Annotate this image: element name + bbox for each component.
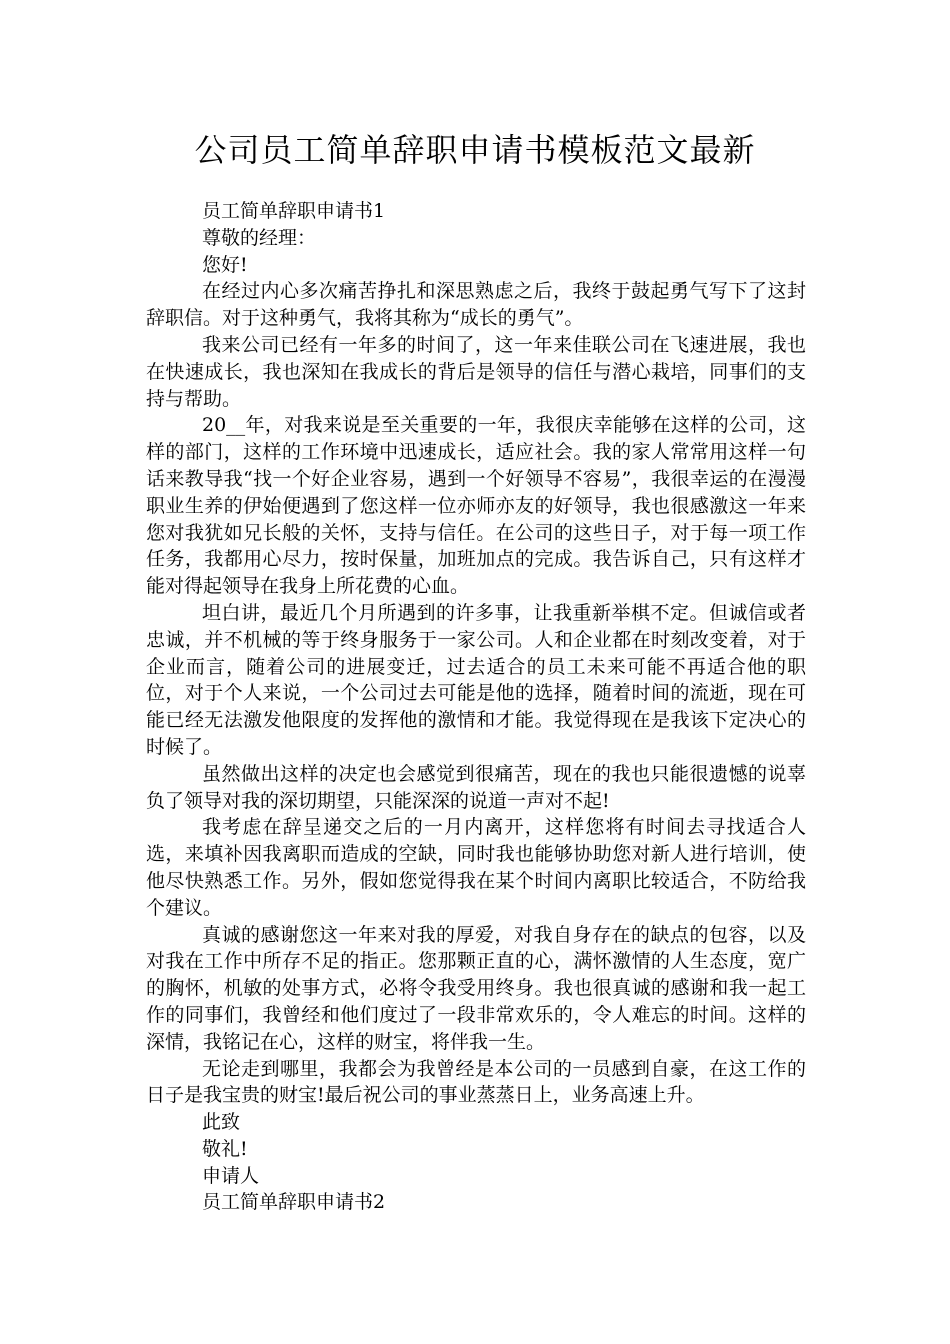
paragraph: 20__年，对我来说是至关重要的一年，我很庆幸能够在这样的公司，这样的部门，这样的工作环境中迅速成长，适应社会。我的家人常常用这样一句话来教导我“找一个好企业容易，遇到一个好领导不容易”，我很幸运的在漫漫职业生养的伊始便遇到了您这样一位亦师亦友的好领导，我也很感激这一年来您对我犹如兄长般的关怀，支持与信任。在公司的这些日子，对于每一项工作任务，我都用心尽力，按时保量，加班加点的完成。我告诉自己，只有这样才能对得起领导在我身上所花费的心血。: [146, 414, 806, 598]
salutation: 尊敬的经理：: [202, 226, 317, 249]
document-title: 公司员工简单辞职申请书模板范文最新: [194, 131, 756, 169]
section-heading-2: 员工简单辞职申请书2: [202, 1191, 386, 1214]
paragraph: 我来公司已经有一年多的时间了，这一年来佳联公司在飞速进展，我也在快速成长，我也深知在我成长的背后是领导的信任与潜心栽培，同事们的支持与帮助。: [146, 333, 806, 410]
closing-line-2: 敬礼!: [202, 1137, 248, 1160]
paragraph: 真诚的感谢您这一年来对我的厚爱，对我自身存在的缺点的包容，以及对我在工作中所存不足的指正。您那颗正直的心，满怀激情的人生态度，宽广的胸怀，机敏的处事方式，必将令我受用终身。我也很真诚的感谢和我一起工作的同事们，我曾经和他们度过了一段非常欢乐的，令人难忘的时间。这样的深情，我铭记在心，这样的财宝，将伴我一生。: [146, 923, 806, 1053]
paragraph: 坦白讲，最近几个月所遇到的许多事，让我重新举棋不定。但诚信或者忠诚，并不机械的等于终身服务于一家公司。人和企业都在时刻改变着，对于企业而言，随着公司的进展变迁，过去适合的员工未来可能不再适合他的职位，对于个人来说，一个公司过去可能是他的选择，随着时间的流逝，现在可能已经无法激发他限度的发挥他的激情和才能。我觉得现在是我该下定决心的时候了。: [146, 601, 806, 758]
paragraph: 虽然做出这样的决定也会感觉到很痛苦，现在的我也只能很遗憾的说辜负了领导对我的深切期望，只能深深的说道一声对不起!: [146, 762, 806, 812]
paragraph: 我考虑在辞呈递交之后的一月内离开，这样您将有时间去寻找适合人选，来填补因我离职而造成的空缺，同时我也能够协助您对新人进行培训，使他尽快熟悉工作。另外，假如您觉得我在某个时间内离职比较适合，不防给我个建议。: [146, 816, 806, 919]
paragraph: 在经过内心多次痛苦挣扎和深思熟虑之后，我终于鼓起勇气写下了这封辞职信。对于这种勇气，我将其称为“成长的勇气”。: [146, 280, 806, 330]
section-heading-1: 员工简单辞职申请书1: [202, 200, 386, 222]
closing-line-1: 此致: [202, 1111, 241, 1134]
paragraph: 无论走到哪里，我都会为我曾经是本公司的一员感到自豪，在这工作的日子是我宝贵的财宝!最后祝公司的事业蒸蒸日上，业务高速上升。: [146, 1057, 806, 1107]
document-body: [146, 198, 806, 1216]
greeting: 您好!: [202, 253, 248, 276]
signature-label: 申请人: [202, 1164, 260, 1187]
